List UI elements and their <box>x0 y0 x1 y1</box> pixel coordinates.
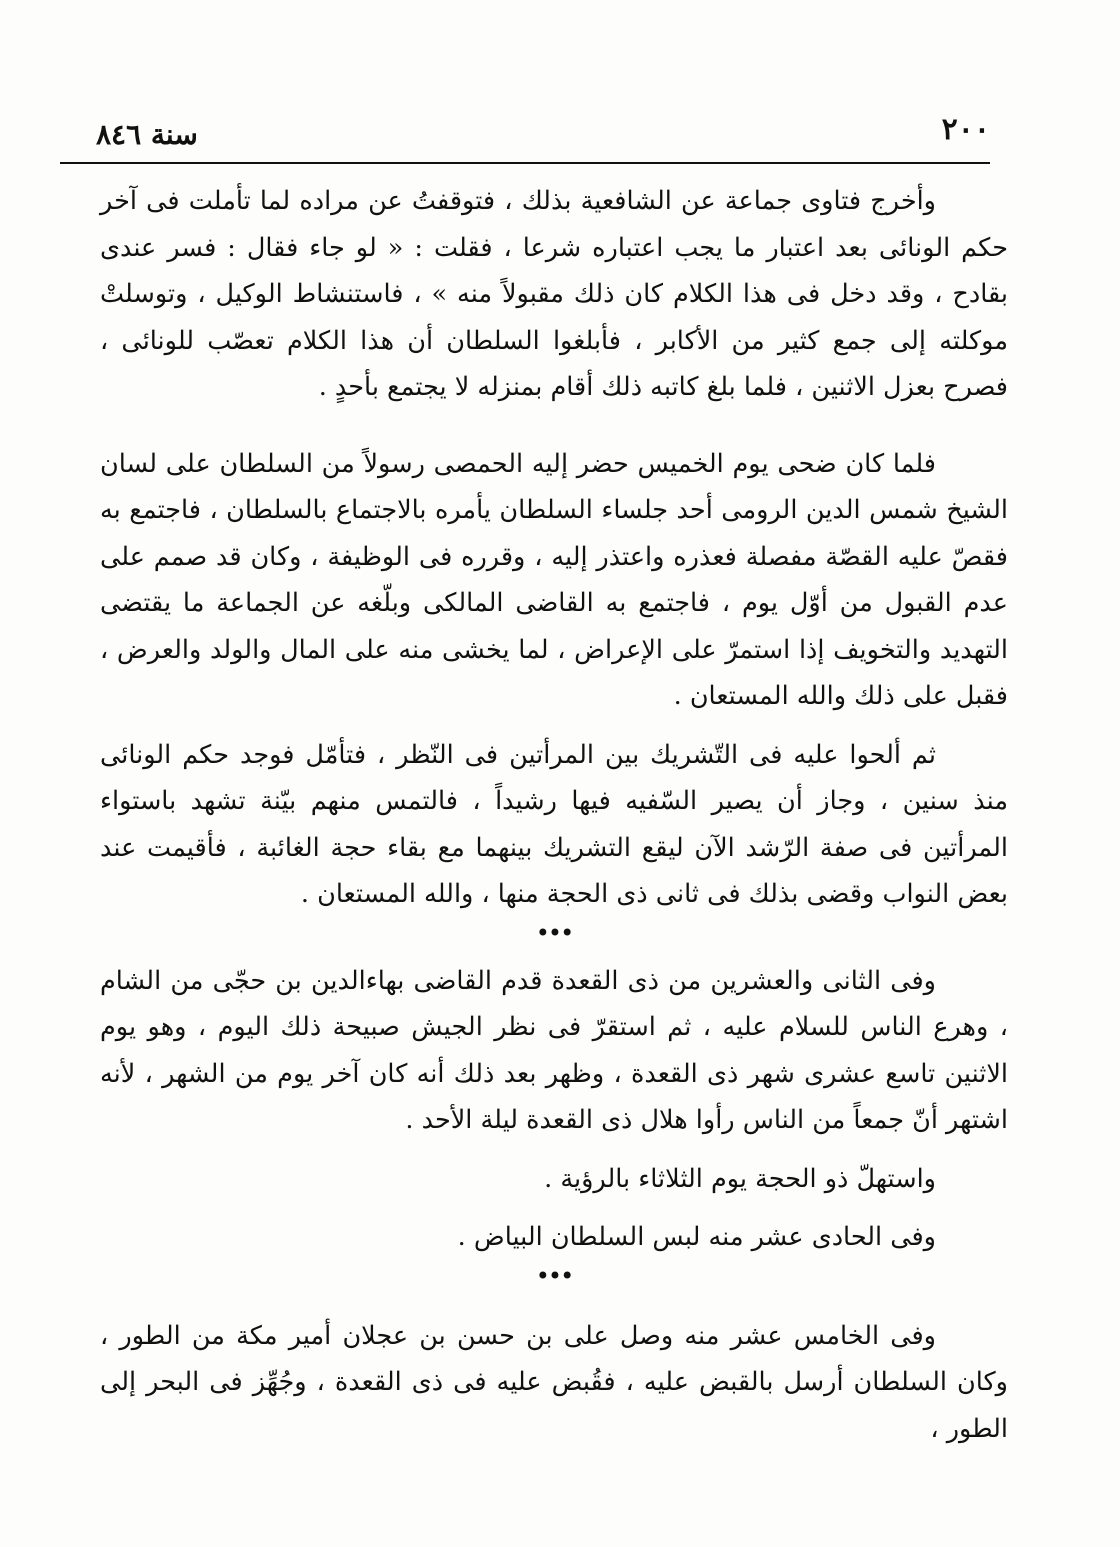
paragraph-gap <box>100 1202 1008 1214</box>
page-number: ٢٠٠ <box>941 112 990 147</box>
paragraph: وفى الحادى عشر منه لبس السلطان البياض . <box>457 1222 936 1252</box>
paragraph: واستهلّ ذو الحجة يوم الثلاثاء بالرؤية . <box>544 1163 936 1194</box>
paragraph-gap <box>100 1144 1008 1156</box>
body-text <box>100 178 1008 1452</box>
section-separator: ••• <box>535 918 573 947</box>
running-head: سنة ٨٤٦ <box>96 118 198 151</box>
paragraph-gap <box>100 1301 1008 1313</box>
paragraph-gap <box>100 411 1008 441</box>
paragraph: وفى الخامس عشر منه وصل على بن حسن بن عجلان أمير مكة من الطور ، وكان السلطان أرسل بالقبض عليه ، فقُبض عليه فى ذى القعدة ، وجُهِّز فى البحر إلى الطور ، <box>100 1320 1008 1444</box>
paragraph: ثم ألحوا عليه فى التّشريك بين المرأتين فى النّظر ، فتأمّل فوجد حكم الونائى منذ سنين ، وجاز أن يصير السّفيه فيها رشيداً ، فالتمس منهم بيّنة تشهد باستواء المرأتين فى صفة الرّشد الآن ليقع التشريك بينهما مع بقاء حجة الغائبة ، فأقيمت عند بعض النواب وقضى بذلك فى ثانى ذى الحجة منها ، والله المستعان . <box>100 739 1008 909</box>
page-header <box>60 112 990 164</box>
paragraph: فلما كان ضحى يوم الخميس حضر إليه الحمصى رسولاً من السلطان على لسان الشيخ شمس الدين الرومى أحد جلساء السلطان يأمره بالاجتماع بالسلطان ، فاجتمع به فقصّ عليه القصّة مفصلة فعذره واعتذر إليه ، وقرره فى الوظيفة ، وكان قد صمم على عدم القبول من أوّل يوم ، فاجتمع به القاضى المالكى وبلّغه عن الجماعة ما يقتضى التهديد والتخويف إذا استمرّ على الإعراض ، لما يخشى منه على المال والولد والعرض ، فقبل على ذلك والله المستعان . <box>100 448 1008 711</box>
paragraph: وفى الثانى والعشرين من ذى القعدة قدم القاضى بهاءالدين بن حجّى من الشام ، وهرع الناس للسلام عليه ، ثم استقرّ فى نظر الجيش صبيحة ذلك اليوم ، وهو يوم الاثنين تاسع عشرى شهر ذى القعدة ، وظهر بعد ذلك أنه كان آخر يوم من الشهر ، لأنه اشتهر أنّ جمعاً من الناس رأوا هلال ذى القعدة ليلة الأحد . <box>100 965 1008 1135</box>
paragraph: وأخرج فتاوى جماعة عن الشافعية بذلك ، فتوقفتُ عن مراده لما تأملت فى آخر حكم الونائى بعد اعتبار ما يجب اعتباره شرعا ، فقلت : « لو جاء فقال : فسر عندى بقادح ، وقد دخل فى هذا الكلام كان ذلك مقبولاً منه » ، فاستنشاط الوكيل ، وتوسلتْ موكلته إلى جمع كثير من الأكابر ، فأبلغوا السلطان أن هذا الكلام تعصّب للونائى ، فصرح بعزل الاثنين ، فلما بلغ كاتبه ذلك أقام بمنزله لا يجتمع بأحدٍ . <box>100 186 1008 402</box>
section-separator: ••• <box>535 1261 573 1290</box>
paragraph-gap <box>100 720 1008 732</box>
